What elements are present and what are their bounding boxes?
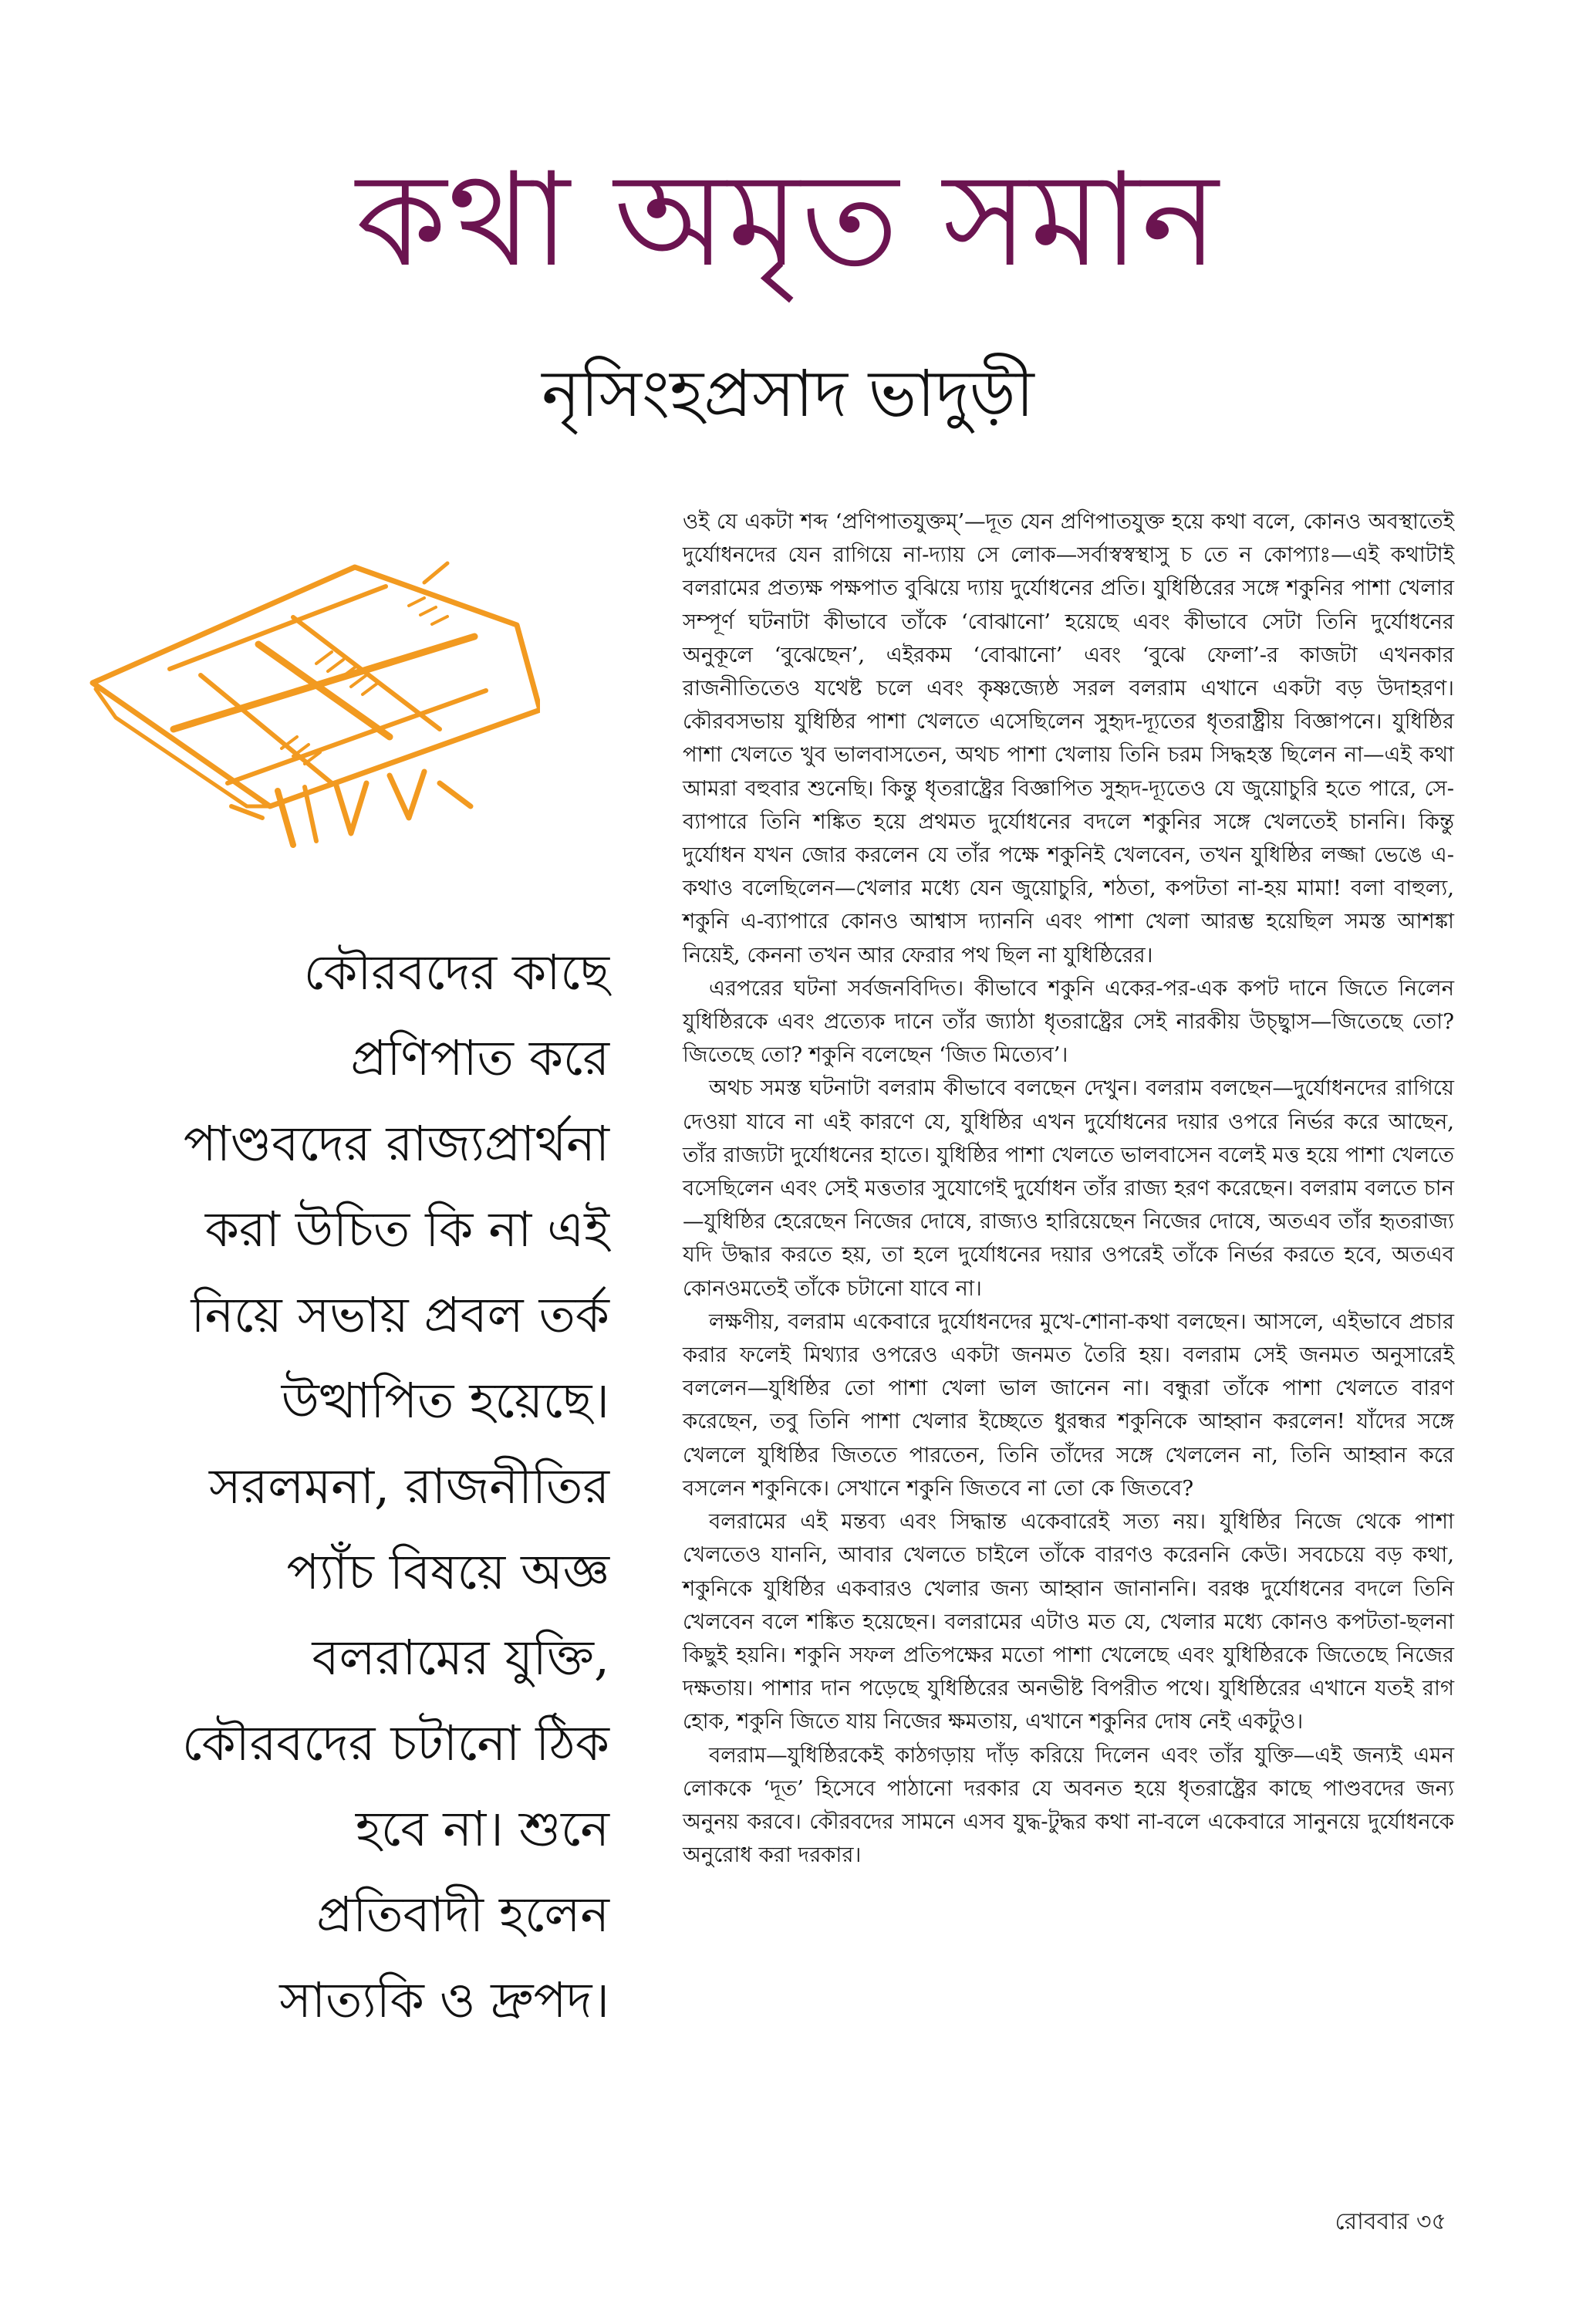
article-title: কথা অমৃত সমান [356,144,1220,296]
body-paragraph: বলরাম—যুধিষ্ঠিরকেই কাঠগড়ায় দাঁড় করিয়ে দিলেন এবং তাঁর যুক্তি—এই জন্যই এমন লোককে ‘দূত’ হিসেবে পাঠানো দরকার যে অবনত হয়ে ধৃতরাষ্ট্রের কাছে পাণ্ডবদের জন্য অনুনয় করবে। কৌরবদের সামনে এসব যুদ্ধ-টুদ্ধর কথা না-বলে একেবারে সানুনয়ে দুর্যোধনকে অনুরোধ করা দরকার। [683,1742,1454,1868]
body-paragraph: বলরামের এই মন্তব্য এবং সিদ্ধান্ত একেবারেই সত্য নয়। যুধিষ্ঠির নিজে থেকে পাশা খেলতেও যাননি, আবার খেলতে চাইলে তাঁকে বারণও করেননি কেউ। সবচেয়ে বড় কথা, শকুনিকে যুধিষ্ঠির একবারও খেলার জন্য আহ্বান জানাননি। বরঞ্চ দুর্যোধনের বদলে তিনি খেলবেন বলে শঙ্কিত হয়েছেন। বলরামের এটাও মত যে, খেলার মধ্যে কোনও কপটতা-ছলনা কিছুই হয়নি। শকুনি সফল প্রতিপক্ষের মতো পাশা খেলেছে এবং যুধিষ্ঠিরকে জিতেছে নিজের দক্ষতায়। পাশার দান পড়েছে যুধিষ্ঠিরের অনভীষ্ট বিপরীত পথে। যুধিষ্ঠিরের এখানে যতই রাগ হোক, শকুনি জিতে যায় নিজের ক্ষমতায়, এখানে শকুনির দোষ নেই একটুও। [683,1509,1454,1735]
dice-board-illustration [85,552,540,853]
article-author: নৃসিংহপ্রসাদ ভাদুড়ী [542,356,1034,431]
body-paragraph: লক্ষণীয়, বলরাম একেবারে দুর্যোধনদের মুখে-শোনা-কথা বলছেন। আসলে, এইভাবে প্রচার করার ফলেই মিথ্যার ওপরেও একটা জনমত তৈরি হয়। বলরাম সেই জনমত অনুসারেই বললেন—যুধিষ্ঠির তো পাশা খেলা ভাল জানেন না। বন্ধুরা তাঁকে পাশা খেলতে বারণ করেছেন, তবু তিনি পাশা খেলার ইচ্ছেতে ধুরন্ধর শকুনিকে আহ্বান করলেন! যাঁদের সঙ্গে খেললে যুধিষ্ঠির জিততে পারতেন, তিনি তাঁদের সঙ্গে খেললেন না, তিনি আহ্বান করে বসলেন শকুনিকে। সেখানে শকুনি জিতবে না তো কে জিতবে? [683,1309,1454,1501]
body-paragraph: এরপরের ঘটনা সর্বজনবিদিত। কীভাবে শকুনি একের-পর-এক কপট দানে জিতে নিলেন যুধিষ্ঠিরকে এবং প্রত্যেক দানে তাঁর জ্যাঠা ধৃতরাষ্ট্রের সেই নারকীয় উচ্ছ্বাস—জিতেছে তো? জিতেছে তো? শকুনি বলেছেন ‘জিত মিত্যেব’। [683,975,1454,1068]
article-body [683,505,1454,1872]
magazine-name: রোববার [1335,2208,1409,2235]
body-paragraph: অথচ সমস্ত ঘটনাটা বলরাম কীভাবে বলছেন দেখুন। বলরাম বলছেন—দুর্যোধনদের রাগিয়ে দেওয়া যাবে না এই কারণে যে, যুধিষ্ঠির এখন দুর্যোধনের দয়ার ওপরে নির্ভর করে আছেন, তাঁর রাজ্যটা দুর্যোধনের হাতে। যুধিষ্ঠির পাশা খেলতে ভালবাসেন বলেই মত্ত হয়ে পাশা খেলতে বসেছিলেন এবং সেই মত্ততার সুযোগেই দুর্যোধন তাঁর রাজ্য হরণ করেছেন। বলরাম বলতে চান—যুধিষ্ঠির হেরেছেন নিজের দোষে, রাজ্যও হারিয়েছেন নিজের দোষে, অতএব তাঁর হৃতরাজ্য যদি উদ্ধার করতে হয়, তা হলে দুর্যোধনের দয়ার ওপরেই তাঁকে নির্ভর করতে হবে, অতএব কোনওমতেই তাঁকে চটানো যাবে না। [683,1076,1454,1301]
pull-quote: কৌরবদের কাছে প্রণিপাত করে পাণ্ডবদের রাজ্যপ্রার্থনা করা উচিত কি না এই নিয়ে সভায় প্রবল তর্ক উত্থাপিত হয়েছে। সরলমনা, রাজনীতির প্যাঁচ বিষয়ে অজ্ঞ বলরামের যুক্তি, কৌরবদের চটানো ঠিক হবে না। শুনে প্রতিবাদী হলেন সাত্যকি ও দ্রুপদ। [181,944,609,2028]
page-footer [1335,2207,1446,2238]
page-number: ৩৫ [1416,2208,1446,2235]
dice-board-icon [85,552,540,853]
body-paragraph: ওই যে একটা শব্দ ‘প্রণিপাতযুক্তম্’—দূত যেন প্রণিপাতযুক্ত হয়ে কথা বলে, কোনও অবস্থাতেই দুর্যোধনদের যেন রাগিয়ে না-দ্যায় সে লোক—সর্বাস্বস্বস্থাসু চ তে ন কোপ্যাঃ—এই কথাটাই বলরামের প্রত্যক্ষ পক্ষপাত বুঝিয়ে দ্যায় দুর্যোধনের প্রতি। যুধিষ্ঠিরের সঙ্গে শকুনির পাশা খেলার সম্পূর্ণ ঘটনাটা কীভাবে তাঁকে ‘বোঝানো’ হয়েছে এবং কীভাবে সেটা তিনি দুর্যোধনের অনুকূলে ‘বুঝেছেন’, এইরকম ‘বোঝানো’ এবং ‘বুঝে ফেলা’-র কাজটা এখনকার রাজনীতিতেও যথেষ্ট চলে এবং কৃষ্ণজ্যেষ্ঠ সরল বলরাম এখানে একটা বড় উদাহরণ। কৌরবসভায় যুধিষ্ঠির পাশা খেলতে এসেছিলেন সুহৃদ-দ্যূতের ধৃতরাষ্ট্রীয় বিজ্ঞাপনে। যুধিষ্ঠির পাশা খেলতে খুব ভালবাসতেন, অথচ পাশা খেলায় তিনি চরম সিদ্ধহস্ত ছিলেন না—এই কথা আমরা বহুবার শুনেছি। কিন্তু ধৃতরাষ্ট্রের বিজ্ঞাপিত সুহৃদ-দ্যূতেও যে জুয়োচুরি হতে পারে, সে-ব্যাপারে তিনি শঙ্কিত হয়ে প্রথমত দুর্যোধনের বদলে শকুনির সঙ্গে খেলতেই চাননি। কিন্তু দুর্যোধন যখন জোর করলেন যে তাঁর পক্ষে শকুনিই খেলবেন, তখন যুধিষ্ঠির লজ্জা ভেঙে এ-কথাও বলেছিলেন—খেলার মধ্যে যেন জুয়োচুরি, শঠতা, কপটতা না-হয় মামা! বলা বাহুল্য, শকুনি এ-ব্যাপারে কোনও আশ্বাস দ্যাননি এবং পাশা খেলা আরম্ভ হয়েছিল সমস্ত আশঙ্কা নিয়েই, কেননা তখন আর ফেরার পথ ছিল না যুধিষ্ঠিরের। [683,509,1454,968]
